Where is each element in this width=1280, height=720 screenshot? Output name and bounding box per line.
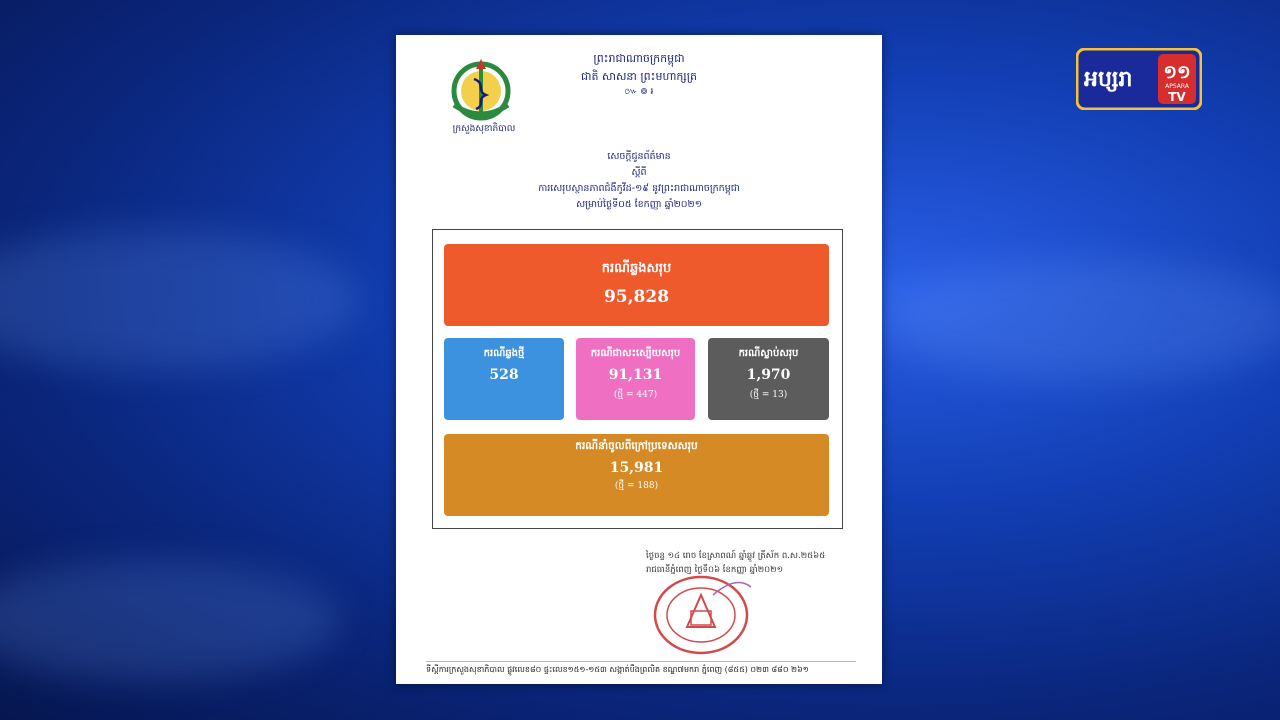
background-glow [0, 560, 340, 680]
imported-cases-label: ករណីនាំចូលពីក្រៅប្រទេសសរុប [575, 440, 698, 452]
official-stamp-icon [651, 565, 761, 655]
svg-text:APSARA: APSARA [1165, 83, 1189, 90]
imported-cases-value: 15,981 [609, 460, 664, 476]
subject-line-4: សម្រាប់ថ្ងៃទី០៥ ខែកញ្ញា ឆ្នាំ២០២១ [576, 199, 702, 210]
ministry-name: ក្រសួងសុខាភិបាល [452, 124, 516, 134]
new-cases-value: 528 [489, 367, 519, 383]
deaths-label: ករណីស្លាប់សរុប [738, 348, 799, 359]
imported-cases-new: (ថ្មី = 188) [614, 481, 659, 491]
kingdom-title: ព្រះរាជាណាចក្រកម្ពុជា [593, 52, 685, 65]
recovered-value: 91,131 [608, 367, 663, 383]
recovered-card [576, 338, 695, 420]
national-motto: ជាតិ សាសនា ព្រះមហាក្សត្រ [581, 70, 697, 83]
apsara-tv-logo-icon [1076, 48, 1202, 110]
deaths-new: (ថ្មី = 13) [749, 390, 788, 400]
deaths-card [708, 338, 829, 420]
total-cases-card [444, 244, 829, 326]
lunar-date: ថ្ងៃចន្ទ ១៤ រោច ខែស្រាពណ៍ ឆ្នាំឆ្លូវ ត្រីស័ក ព.ស.២៥៦៥ [646, 551, 826, 561]
recovered-label: ករណីជាសះស្បើយសរុប [590, 348, 681, 359]
total-cases-value: 95,828 [603, 287, 670, 307]
background-glow [880, 260, 1280, 380]
footer-address: ទីស្តីការក្រសួងសុខាភិបាល ផ្លូវលេខ៨០ ផ្ទះលេខ១៥១-១៥៣ សង្កាត់បឹងព្រលិត ខណ្ឌ៧មករា ភ្នំពេញ (៨៥៥) ០២៣ ៨៨០ ២៦១ [426, 661, 856, 676]
background-glow [0, 230, 360, 370]
subject-line-1: សេចក្តីជូនព័ត៌មាន [607, 151, 671, 162]
svg-text:១១: ១១ [1163, 62, 1191, 83]
subject-line-2: ស្តីពី [631, 167, 647, 178]
new-cases-card [444, 338, 564, 420]
solar-date: រាជធានីភ្នំពេញ ថ្ងៃទី០៦ ខែកញ្ញា ឆ្នាំ២០២១ [646, 565, 784, 575]
imported-cases-card [444, 434, 829, 516]
ornament: ៚ ៙ ៛ [624, 87, 654, 97]
svg-text:អប្សរា: អប្សរា [1084, 67, 1133, 92]
document-page [396, 35, 882, 684]
deaths-value: 1,970 [746, 367, 791, 383]
new-cases-label: ករណីឆ្លងថ្មី [483, 348, 525, 359]
subject-line-3: ការសេរុបស្ថានភាពជំងឺកូវីដ-១៩ នូវព្រះរាជាណាចក្រកម្ពុជា [538, 183, 740, 194]
total-cases-label: ករណីឆ្លងសរុប [601, 261, 672, 276]
stats-frame [432, 229, 843, 529]
recovered-new: (ថ្មី = 447) [613, 390, 658, 400]
svg-text:TV: TV [1168, 90, 1186, 104]
